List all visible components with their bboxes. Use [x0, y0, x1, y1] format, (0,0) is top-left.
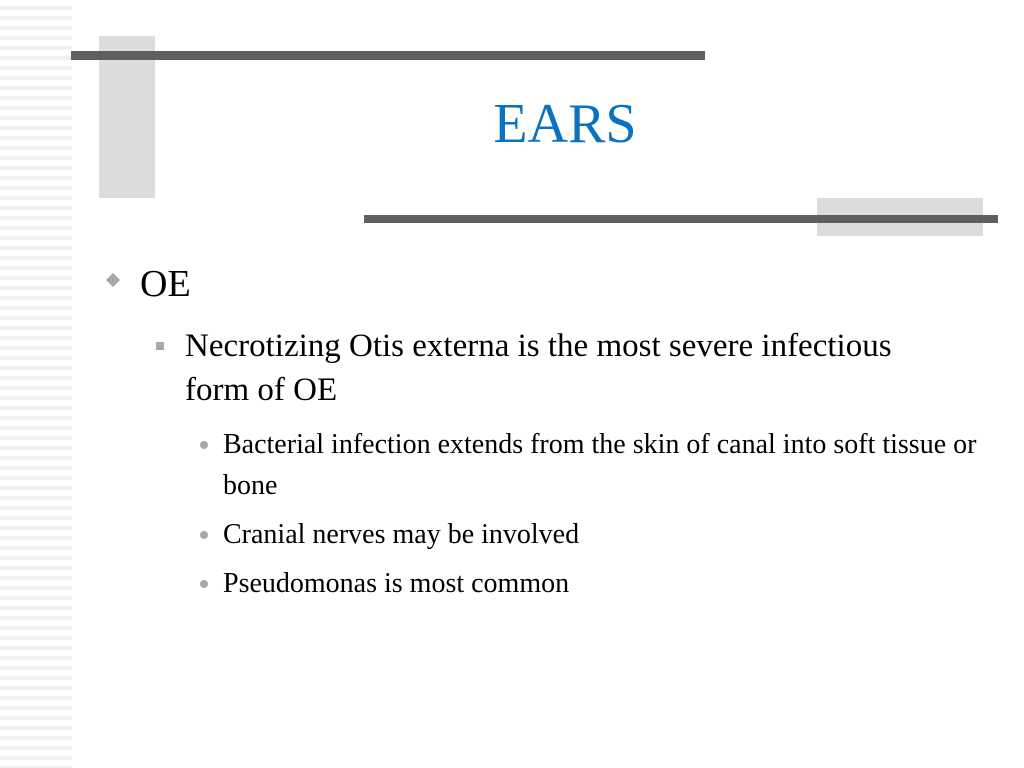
square-bullet-icon — [156, 342, 164, 350]
bullet-level1: OE — [140, 263, 191, 305]
bottom-rule — [364, 215, 998, 223]
dot-bullet-icon — [200, 531, 208, 539]
diamond-bullet-icon — [106, 273, 120, 287]
dot-bullet-icon — [200, 580, 208, 588]
dot-bullet-icon — [200, 441, 208, 449]
gray-block-decoration — [99, 36, 155, 198]
slide-title: EARS — [493, 93, 637, 155]
bullet-level3: Bacterial infection extends from the skin of canal into soft tissue or bone — [223, 429, 977, 501]
top-rule — [71, 51, 705, 60]
bullet-level2: Necrotizing Otis externa is the most severe infectious form of OE — [185, 328, 892, 408]
bullet-level3: Pseudomonas is most common — [223, 568, 570, 599]
left-stripe-decoration — [0, 0, 72, 768]
bullet-level3: Cranial nerves may be involved — [223, 519, 580, 550]
